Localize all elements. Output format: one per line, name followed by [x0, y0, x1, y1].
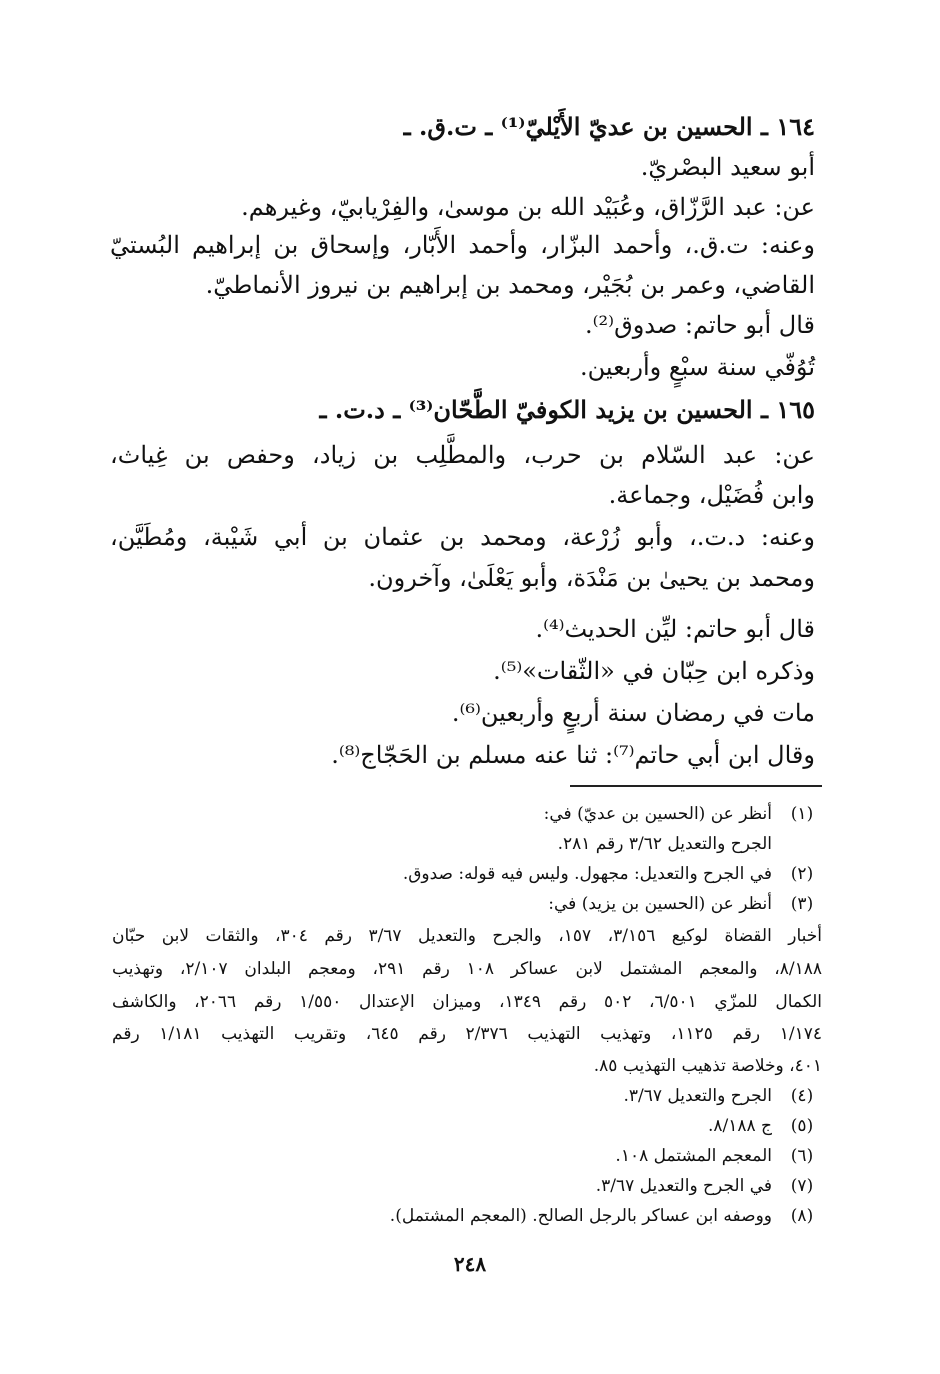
footnote-number: (٤): [790, 1086, 814, 1106]
entry-line: أبو سعيد البصْريّ.: [640, 153, 815, 181]
footnote-text: ٨/١٨٨، والمعجم المشتمل لابن عساكر ١٠٨ رقم ٢٩١، ومعجم البلدان ٢/١٠٧، وتهذيب: [112, 959, 823, 979]
entry-line: وابن فُضَيْل، وجماعة.: [608, 481, 815, 509]
entry-line: وذكره ابن حِبّان في «الثّقات»⁽⁵⁾.: [493, 657, 815, 685]
footnote-text: ١/١٧٤ رقم ١١٢٥، وتهذيب التهذيب ٢/٣٧٦ رقم ٦٤٥، وتقريب التهذيب ١/١٨١ رقم: [112, 1024, 822, 1044]
footnote-number: (٧): [790, 1176, 814, 1196]
footnote-text: في الجرح والتعديل ٣/٦٧.: [595, 1176, 772, 1196]
footnote-text: ووصفه ابن عساكر بالرجل الصالح. (المعجم المشتمل).: [389, 1206, 772, 1226]
footnote-number: (٦): [790, 1146, 814, 1166]
footnote-text: أنظر عن (الحسين بن يزيد) في:: [548, 894, 772, 914]
entry-line: عن: عبد السّلام بن حرب، والمطَّلِب بن زياد، وحفص بن غِياث،: [110, 441, 815, 469]
entry-line: وقال ابن أبي حاتم⁽⁷⁾: ثنا عنه مسلم بن الحَجّاج⁽⁸⁾.: [331, 741, 815, 769]
entry-line: القاضي، وعمر بن بُجَيْر، ومحمد بن إبراهيم بن نيروز الأنماطيّ.: [205, 271, 815, 299]
entry-line: ومحمد بن يحيىٰ بن مَنْدَة، وأبو يَعْلَىٰ، وآخرون.: [368, 564, 815, 592]
footnote-text: أخبار القضاة لوكيع ٣/١٥٦، ١٥٧، والجرح والتعديل ٣/٦٧ رقم ٣٠٤، والثقات لابن حبّان: [112, 926, 822, 946]
footnote-number: (٢): [790, 864, 814, 884]
footnote-text: ج ٨/١٨٨.: [707, 1116, 772, 1136]
footnote-text: الجرح والتعديل ٣/٦٢ رقم ٢٨١.: [557, 834, 772, 854]
page-number: ٢٤٨: [453, 1252, 487, 1276]
entry-line: عن: عبد الرَّزّاق، وعُبَيْد الله بن موسىٰ، والفِرْيابيّ، وغيرهم.: [241, 193, 815, 221]
entry-line: مات في رمضان سنة أربعٍ وأربعين⁽⁶⁾.: [451, 699, 815, 727]
footnote-number: (٨): [790, 1206, 814, 1226]
footnote-number: (٣): [790, 894, 814, 914]
footnote-number: (٥): [790, 1116, 814, 1136]
entry-heading-164: ١٦٤ ـ الحسين بن عديّ الأَيْليّ⁽¹⁾ ـ ت.ق. ـ: [403, 112, 815, 141]
entry-line: وعنه: ت.ق.، وأحمد البزّار، وأحمد الأَبّار، وإسحاق بن إبراهيم البُستيّ: [110, 231, 815, 259]
footnote-number: (١): [790, 804, 814, 824]
entry-line: قال أبو حاتم: ليِّن الحديث⁽⁴⁾.: [535, 615, 815, 643]
footnote-text: الجرح والتعديل ٣/٦٧.: [623, 1086, 772, 1106]
entry-line: قال أبو حاتم: صدوق⁽²⁾.: [585, 311, 815, 339]
entry-heading-165: ١٦٥ ـ الحسين بن يزيد الكوفيّ الطَّحّان⁽³⁾ ـ د.ت. ـ: [319, 395, 815, 424]
footnote-text: في الجرح والتعديل: مجهول. وليس فيه قوله: صدوق.: [402, 864, 772, 884]
footnote-text: المعجم المشتمل ١٠٨.: [615, 1146, 772, 1166]
entry-line: تُوُفّي سنة سبْعٍ وأربعين.: [579, 353, 815, 381]
footnote-text: أنظر عن (الحسين بن عديّ) في:: [543, 804, 772, 824]
entry-line: وعنه: د.ت.، وأبو زُرْعة، ومحمد بن عثمان بن أبي شَيْبة، ومُطَيَّن،: [110, 523, 815, 551]
footnote-text: الكمال للمزّي ٦/٥٠١، ٥٠٢ رقم ١٣٤٩، وميزان الإعتدال ١/٥٥٠ رقم ٢٠٦٦، والكاشف: [112, 992, 822, 1012]
footnote-divider: [570, 785, 822, 787]
footnote-text: ٤٠١، وخلاصة تذهيب التهذيب ٨٥.: [593, 1056, 822, 1076]
